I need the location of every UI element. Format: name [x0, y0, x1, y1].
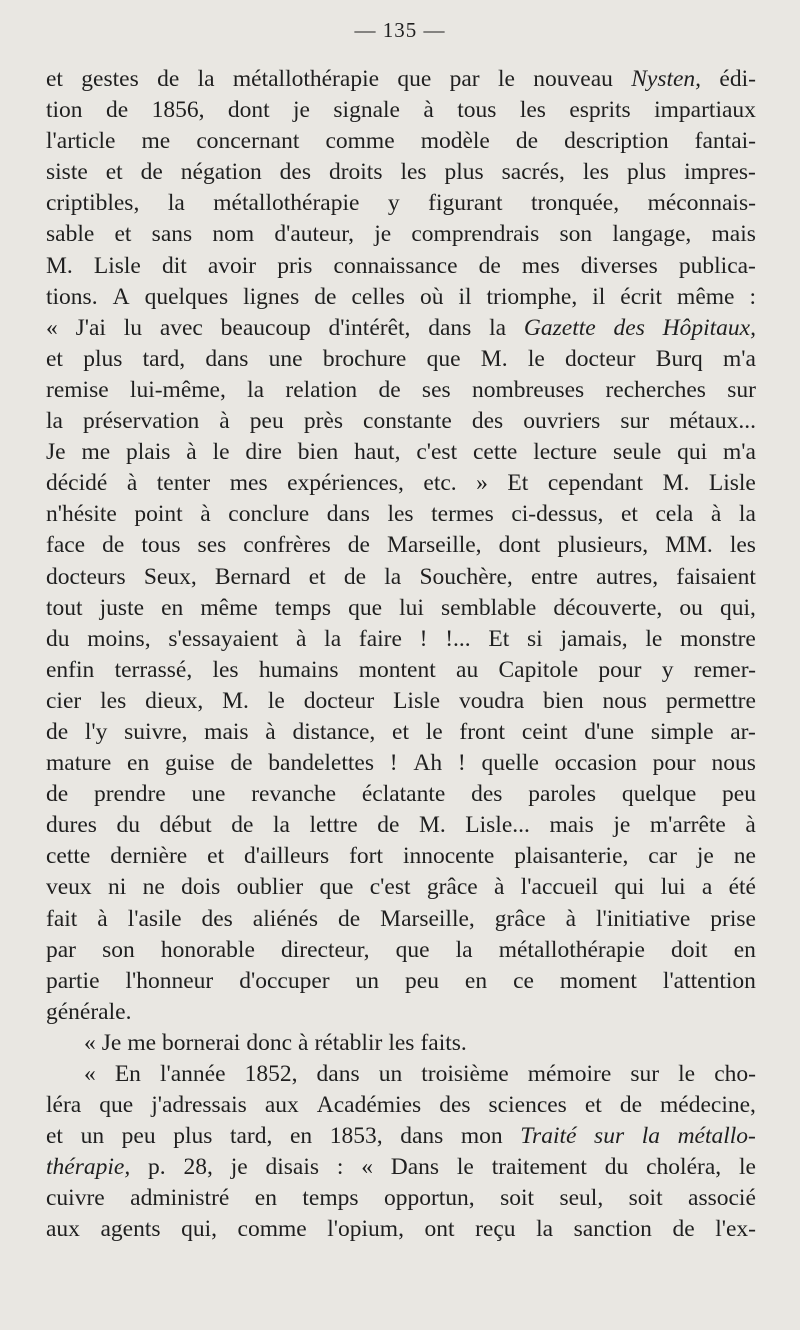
- text-line: sable et sans nom d'auteur, je comprendrais son langage, mais: [46, 221, 756, 248]
- text-line: et plus tard, dans une brochure que M. le docteur Burq m'a: [46, 345, 756, 372]
- text-line: enfin terrassé, les humains montent au Capitole pour y remer-: [46, 656, 756, 683]
- text-line: fait à l'asile des aliénés de Marseille, grâce à l'initiative prise: [46, 905, 756, 932]
- text-line: l'article me concernant comme modèle de description fantai-: [46, 128, 756, 155]
- text-line: cier les dieux, M. le docteur Lisle voudra bien nous permettre: [46, 687, 756, 714]
- text-line: dures du début de la lettre de M. Lisle... mais je m'arrête à: [46, 812, 756, 839]
- text-line: cette dernière et d'ailleurs fort innocente plaisanterie, car je ne: [46, 843, 756, 870]
- text-line: n'hésite point à conclure dans les termes ci-dessus, et cela à la: [46, 501, 756, 528]
- text-line: remise lui-même, la relation de ses nombreuses recherches sur: [46, 376, 756, 403]
- text-line: aux agents qui, comme l'opium, ont reçu la sanction de l'ex-: [46, 1216, 756, 1243]
- text-line: tout juste en même temps que lui semblable découverte, ou qui,: [46, 594, 756, 621]
- text-line: tions. A quelques lignes de celles où il triomphe, il écrit même :: [46, 283, 756, 310]
- text-line: de l'y suivre, mais à distance, et le front ceint d'une simple ar-: [46, 718, 756, 745]
- text-line: décidé à tenter mes expériences, etc. » Et cependant M. Lisle: [46, 470, 756, 497]
- text-line: siste et de négation des droits les plus sacrés, les plus impres-: [46, 159, 756, 186]
- text-line: et gestes de la métallothérapie que par le nouveau Nysten, édi-: [46, 66, 756, 92]
- text-line: mature en guise de bandelettes ! Ah ! quelle occasion pour nous: [46, 750, 756, 777]
- text-line: « J'ai lu avec beaucoup d'intérêt, dans la Gazette des Hôpitaux,: [46, 314, 756, 341]
- text-line: de prendre une revanche éclatante des paroles quelque peu: [46, 781, 756, 808]
- text-line: docteurs Seux, Bernard et de la Souchère, entre autres, faisaient: [46, 563, 756, 590]
- body-text: [46, 64, 756, 1246]
- text-line: veux ni ne dois oublier que c'est grâce à l'accueil qui lui a été: [46, 874, 756, 901]
- text-line: « Je me bornerai donc à rétablir les faits.: [84, 1029, 467, 1056]
- text-line: thérapie, p. 28, je disais : « Dans le traitement du choléra, le: [46, 1154, 756, 1181]
- text-line: M. Lisle dit avoir pris connaissance de mes diverses publica-: [46, 252, 756, 279]
- text-line: la préservation à peu près constante des ouvriers sur métaux...: [46, 408, 756, 435]
- text-line: et un peu plus tard, en 1853, dans mon Traité sur la métallo-: [46, 1123, 756, 1150]
- text-line: partie l'honneur d'occuper un peu en ce moment l'attention: [46, 967, 756, 994]
- text-line: léra que j'adressais aux Académies des sciences et de médecine,: [46, 1092, 756, 1119]
- text-line: Je me plais à le dire bien haut, c'est cette lecture seule qui m'a: [46, 439, 756, 466]
- text-line: « En l'année 1852, dans un troisième mémoire sur le cho-: [84, 1061, 756, 1087]
- text-line: par son honorable directeur, que la métallothérapie doit en: [46, 936, 756, 963]
- text-line: cuivre administré en temps opportun, soit seul, soit associé: [46, 1185, 756, 1212]
- text-line: criptibles, la métallothérapie y figurant tronquée, méconnais-: [46, 190, 756, 217]
- page-number: — 135 —: [354, 18, 446, 42]
- text-line: générale.: [46, 998, 132, 1025]
- text-line: du moins, s'essayaient à la faire ! !... Et si jamais, le monstre: [46, 625, 756, 652]
- text-line: tion de 1856, dont je signale à tous les esprits impartiaux: [46, 97, 756, 124]
- text-line: face de tous ses confrères de Marseille, dont plusieurs, MM. les: [46, 532, 756, 559]
